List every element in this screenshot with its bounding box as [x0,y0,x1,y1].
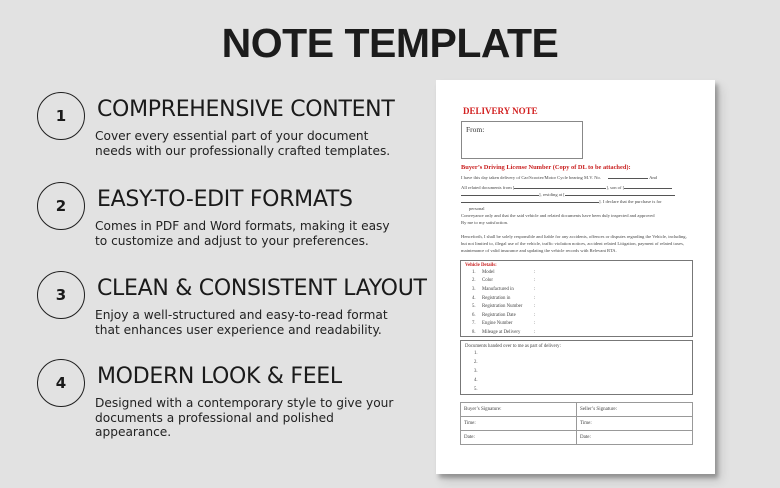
vehicle-detail-row: 5. Registration Number : [472,304,536,310]
document-item: 2. [474,360,478,365]
blank-line [461,198,599,203]
seller-date-cell: Date: [577,431,693,445]
vehicle-details-heading: Vehicle Details: [465,263,497,268]
document-title: DELIVERY NOTE [463,106,538,116]
table-row [461,417,693,431]
delivery-note-document-preview [436,80,715,474]
feature-description: Designed with a contemporary style to give your documents a professional and polished appearance. [95,396,394,439]
text-line: And [649,175,657,180]
document-item: 3. [474,369,478,374]
text-line: ]. I declare that the purchase is for [599,199,662,204]
text-line: All related documents from [ [461,185,515,190]
document-item: 1. [474,351,478,356]
vehicle-details-box [460,260,693,337]
seller-signature-cell: Seller’s Signature: [577,403,693,417]
document-item: 5. [474,387,478,392]
feature-description: Enjoy a well-structured and easy-to-read format that enhances user experience and readability. [95,308,388,337]
vehicle-detail-row: 7. Engine Number : [472,321,536,327]
page-title: NOTE TEMPLATE [221,20,559,66]
blank-line [461,191,539,196]
buyer-time-cell: Time: [461,417,577,431]
seller-time-cell: Time: [577,417,693,431]
declaration-paragraph [461,174,693,226]
vehicle-detail-row: 2. Color : [472,278,536,284]
documents-handed-box [460,340,693,395]
feature-heading: EASY-TO-EDIT FORMATS [97,187,353,212]
text-line: ], residing at [ [539,192,565,197]
blank-line [514,184,606,189]
license-heading: Buyer’s Driving License Number (Copy of DL to be attached): [461,164,631,171]
table-row [461,431,693,445]
text-line: Conveyance only and that the said vehicle and related documents have been duly inspected and approved [461,213,655,218]
feature-heading: MODERN LOOK & FEEL [97,364,342,389]
blank-line [565,191,675,196]
vehicle-detail-row: 6. Registration Date : [472,312,536,318]
blank-line [608,174,648,179]
feature-heading: COMPREHENSIVE CONTENT [97,97,395,122]
number-badge: 1 [37,92,85,140]
vehicle-detail-row: 8. Mileage at Delivery : [472,329,536,335]
vehicle-detail-row: 4. Registration in : [472,295,536,301]
text-line: ], son of [ [606,185,625,190]
from-label: From: [466,125,485,134]
text-line: I have this day taken delivery of Car/Scooter/Motor Cycle bearing M.V. No. [461,175,601,180]
feature-description: Comes in PDF and Word formats, making it easy to customize and adjust to your preferences. [95,219,390,248]
from-box [461,121,583,159]
signature-table [460,402,693,445]
vehicle-detail-row: 1. Model : [472,269,536,275]
buyer-signature-cell: Buyer’s Signature: [461,403,577,417]
feature-description: Cover every essential part of your document needs with our professionally crafted templates. [95,129,391,158]
number-badge: 4 [37,359,85,407]
documents-handed-heading: Documents handed over to me as part of delivery: [465,344,561,349]
text-line: By me to my satisfaction. [461,220,509,225]
text-line: personal [469,206,485,211]
liability-paragraph: Henceforth, I shall be solely responsible and liable for any accidents, offences or disputes regarding the Vehicle, including, but not limited to, illegal use of the vehicle, traffic violation notices, accident related Litigation, payment of related taxes, maintenance of valid insurance and updating the vehicle records with Relevant RTA. [461,234,687,253]
blank-line [624,184,672,189]
document-item: 4. [474,378,478,383]
number-badge: 3 [37,271,85,319]
buyer-date-cell: Date: [461,431,577,445]
number-badge: 2 [37,182,85,230]
vehicle-detail-row: 3. Manufactured in : [472,286,536,292]
table-row [461,403,693,417]
feature-heading: CLEAN & CONSISTENT LAYOUT [97,276,427,301]
